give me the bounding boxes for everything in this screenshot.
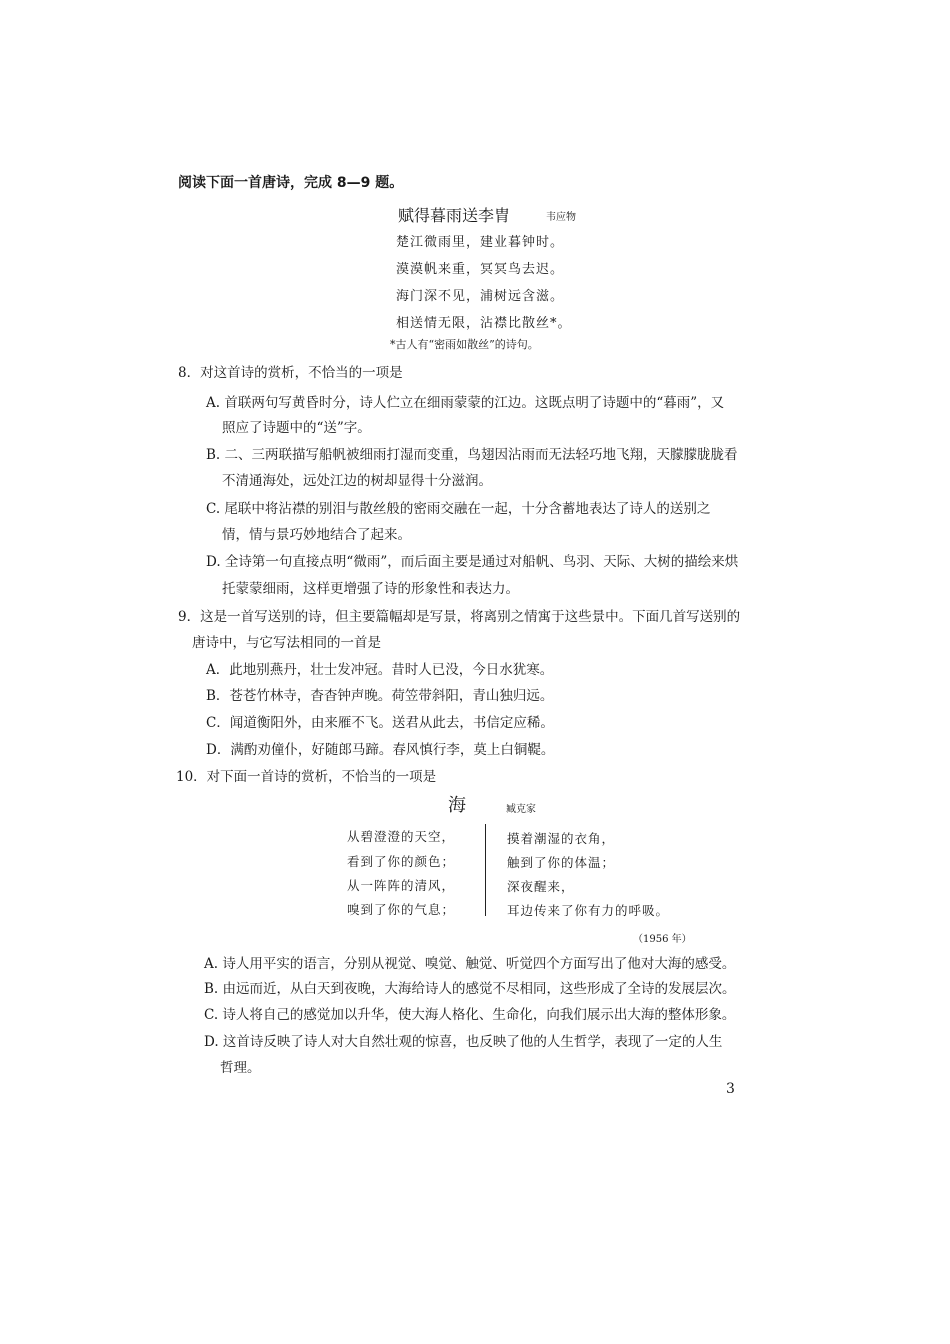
page-number: 3 — [726, 1081, 735, 1097]
poem-line: 漠漠帆来重，冥冥鸟去迟。 — [396, 262, 565, 277]
question-10-option-d-cont: 哲理。 — [220, 1060, 261, 1076]
question-8-option-c: C. 尾联中将沾襟的别泪与散丝般的密雨交融在一起，十分含蓄地表达了诗人的送别之 — [206, 501, 711, 517]
question-9-option-b: B．苍苍竹林寺，杳杳钟声晚。荷笠带斜阳，青山独归远。 — [206, 688, 554, 704]
poem-title: 赋得暮雨送李胄 — [398, 206, 511, 225]
question-9-stem-cont: 唐诗中，与它写法相同的一首是 — [192, 635, 381, 651]
question-10-option-d: D. 这首诗反映了诗人对大自然壮观的惊喜，也反映了他的人生哲学，表现了一定的人生 — [204, 1034, 723, 1050]
poem2-left-line: 从一阵阵的清风， — [347, 878, 456, 893]
poem2-left-line: 看到了你的颜色； — [347, 854, 456, 869]
poem2-title: 海 — [448, 795, 466, 816]
question-8-option-c-cont: 情，情与景巧妙地结合了起来。 — [222, 527, 411, 543]
poem2-right-line: 摸着潮湿的衣角， — [507, 831, 616, 846]
poem-author: 韦应物 — [546, 212, 576, 223]
question-9-option-c: C．闻道衡阳外，由来雁不飞。送君从此去，书信定应稀。 — [206, 715, 554, 731]
question-9-stem: 9．这是一首写送别的诗，但主要篇幅却是写景，将离别之情寓于这些景中。下面几首写送别的 — [178, 609, 741, 625]
question-8-option-b-cont: 不清通海处，远处江边的树却显得十分滋润。 — [222, 473, 492, 489]
question-10-stem: 10．对下面一首诗的赏析，不恰当的一项是 — [176, 769, 437, 785]
poem2-date: （1956 年） — [633, 934, 692, 945]
poem2-right-line: 深夜醒来， — [507, 879, 575, 894]
question-8-option-d-cont: 托蒙蒙细雨，这样更增强了诗的形象性和表达力。 — [222, 581, 519, 597]
poem2-author: 臧克家 — [506, 804, 536, 815]
question-10-option-b: B. 由远而近，从白天到夜晚，大海给诗人的感觉不尽相同，这些形成了全诗的发展层次。 — [204, 981, 736, 997]
question-10-option-c: C. 诗人将自己的感觉加以升华，使大海人格化、生命化，向我们展示出大海的整体形象。 — [204, 1007, 736, 1023]
poem2-right-line: 触到了你的体温； — [507, 855, 616, 870]
question-8-option-d: D. 全诗第一句直接点明“微雨”，而后面主要是通过对船帆、鸟羽、天际、大树的描绘来烘 — [206, 554, 739, 570]
poem2-left-line: 从碧澄澄的天空， — [347, 829, 456, 844]
poem2-left-line: 嗅到了你的气息； — [347, 902, 456, 917]
question-8-option-b: B. 二、三两联描写船帆被细雨打湿而变重，鸟翅因沾雨而无法轻巧地飞翔，天朦朦胧胧看 — [206, 447, 738, 463]
poem-line: 楚江微雨里，建业暮钟时。 — [396, 235, 565, 250]
question-8-stem: 8．对这首诗的赏析，不恰当的一项是 — [178, 365, 403, 381]
question-9-option-d: D．满酌劝僮仆，好随郎马蹄。春风慎行李，莫上白铜鞮。 — [206, 742, 555, 758]
poem2-right-line: 耳边传来了你有力的呼吸。 — [507, 903, 670, 918]
question-10-option-a: A. 诗人用平实的语言，分别从视觉、嗅觉、触觉、听觉四个方面写出了他对大海的感受。 — [204, 956, 736, 972]
section-intro: 阅读下面一首唐诗，完成 8—9 题。 — [178, 175, 404, 191]
question-8-option-a-cont: 照应了诗题中的“送”字。 — [222, 420, 371, 436]
question-9-option-a: A．此地别燕丹，壮士发冲冠。昔时人已没，今日水犹寒。 — [206, 662, 554, 678]
poem2-divider — [485, 824, 486, 916]
question-8-option-a: A. 首联两句写黄昏时分，诗人伫立在细雨蒙蒙的江边。这既点明了诗题中的“暮雨”，又 — [206, 395, 725, 411]
poem-footnote: *古人有“密雨如散丝”的诗句。 — [390, 338, 539, 351]
poem-line: 相送情无限，沾襟比散丝*。 — [396, 316, 572, 331]
poem-line: 海门深不见，浦树远含滋。 — [396, 289, 565, 304]
